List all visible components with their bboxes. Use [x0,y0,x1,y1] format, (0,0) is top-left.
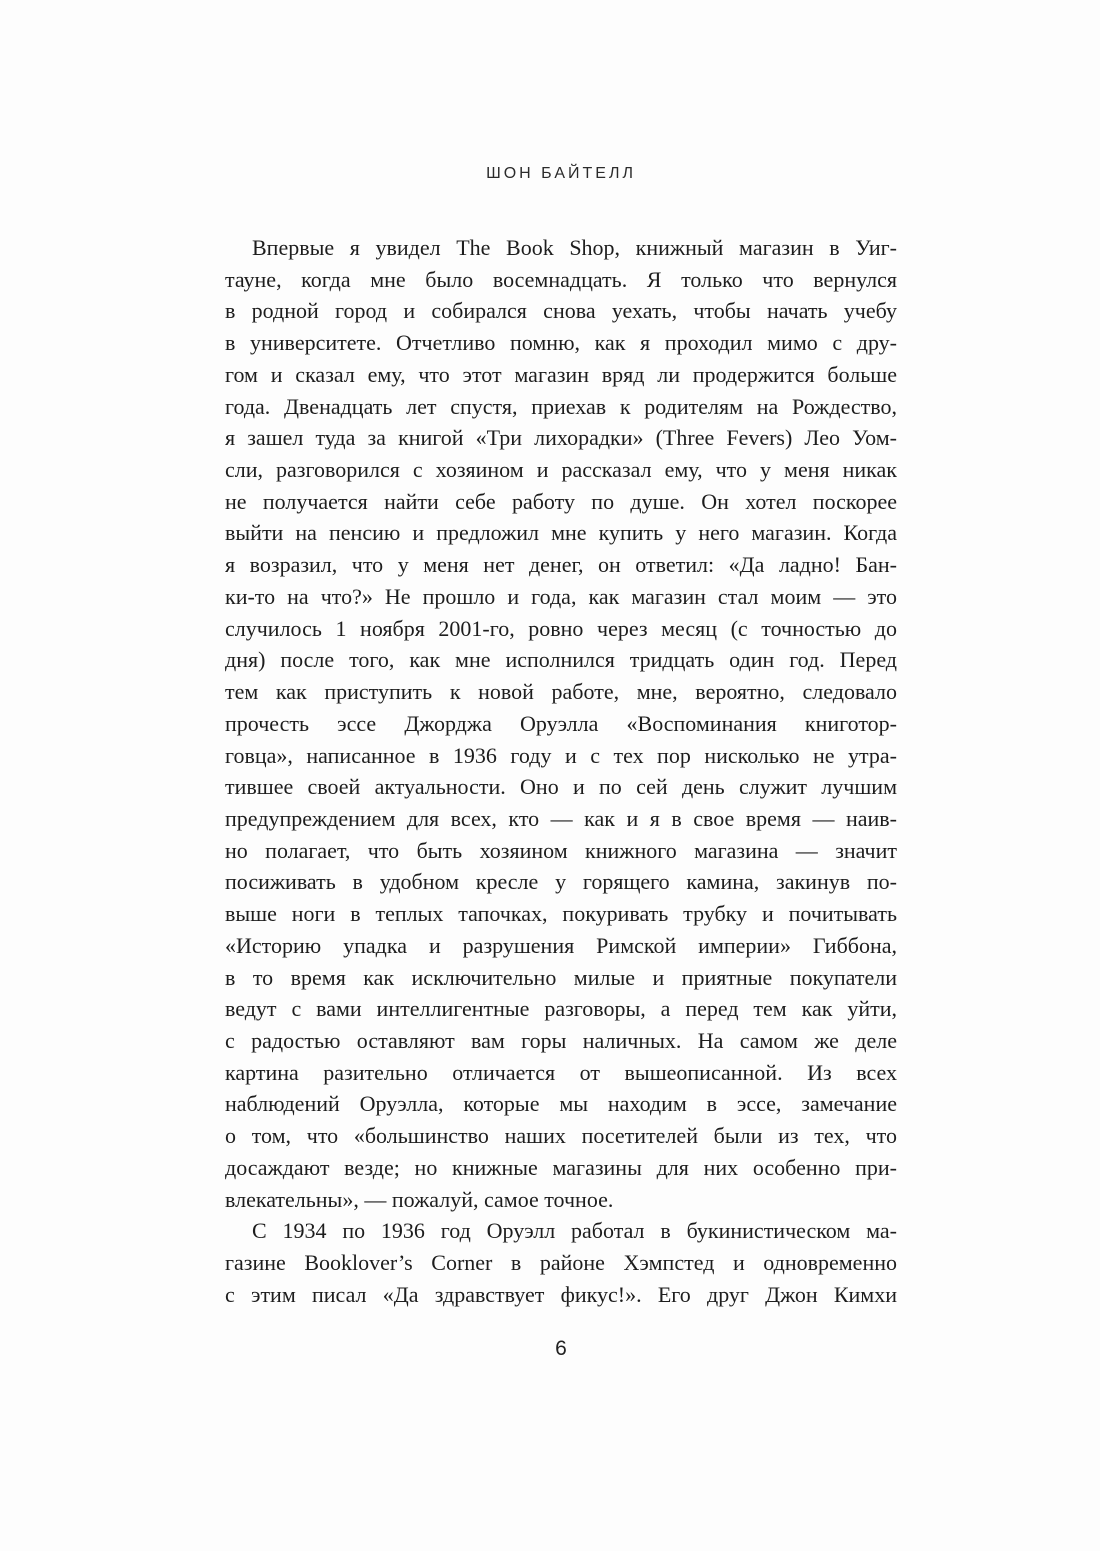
text-line: ки-то на что?» Не прошло и года, как магазин стал моим — это [225,583,897,609]
text-line: ведут с вами интеллигентные разговоры, а перед тем как уйти, [225,996,897,1022]
text-line: Впервые я увидел The Book Shop, книжный магазин в Уиг- [252,235,897,260]
text-line: не получается найти себе работу по душе. Он хотел поскорее [225,488,897,514]
paragraph [225,1215,897,1310]
text-line: тившее своей актуальности. Оно и по сей день служит лучшим [225,774,897,800]
text-line: влекательны», — пожалуй, самое точное. [225,1186,614,1212]
text-line: посиживать в удобном кресле у горящего камина, закинув по- [225,869,897,895]
text-line: с этим писал «Да здравствует фикус!». Его друг Джон Кимхи [225,1281,897,1307]
body-text-block [225,232,897,1310]
text-line: года. Двенадцать лет спустя, приехав к родителям на Рождество, [225,393,897,419]
text-line: газине Booklover’s Corner в районе Хэмпстед и одновременно [225,1250,897,1275]
text-line: тауне, когда мне было восемнадцать. Я только что вернулся [225,266,897,292]
text-line: выйти на пенсию и предложил мне купить у него магазин. Когда [225,520,897,546]
text-line: досаждают везде; но книжные магазины для них особенно при- [225,1154,897,1180]
text-line: в университете. Отчетливо помню, как я проходил мимо с дру- [225,330,897,356]
text-line: дня) после того, как мне исполнился тридцать один год. Перед [225,647,897,673]
text-line: выше ноги в теплых тапочках, покуривать трубку и почитывать [225,901,897,927]
text-line: случилось 1 ноября 2001-го, ровно через месяц (с точностью до [225,615,897,641]
text-line: прочесть эссе Джорджа Оруэлла «Воспоминания книготор- [225,710,897,736]
text-line: в родной город и собирался снова уехать, чтобы начать учебу [225,298,897,324]
text-line: но полагает, что быть хозяином книжного магазина — значит [225,837,897,863]
text-line: говца», написанное в 1936 году и с тех пор нисколько не утра- [225,742,897,768]
text-line: предупреждением для всех, кто — как и я в свое время — наив- [225,805,897,831]
text-line: в то время как исключительно милые и приятные покупатели [225,964,897,990]
running-header-author: ШОН БАЙТЕЛЛ [486,165,636,182]
paragraph [225,232,897,1215]
text-line: я возразил, что у меня нет денег, он ответил: «Да ладно! Бан- [225,552,897,578]
text-line: я зашел туда за книгой «Три лихорадки» (Three Fevers) Лео Уом- [225,425,897,451]
page-number: 6 [555,1337,567,1360]
text-line: наблюдений Оруэлла, которые мы находим в эссе, замечание [225,1091,897,1117]
text-line: С 1934 по 1936 год Оруэлл работал в букинистическом ма- [252,1218,897,1244]
text-line: картина разительно отличается от вышеописанной. Из всех [225,1059,897,1085]
text-line: о том, что «большинство наших посетителей были из тех, что [225,1123,897,1149]
text-line: сли, разговорился с хозяином и рассказал ему, что у меня никак [225,457,897,483]
text-line: с радостью оставляют вам горы наличных. На самом же деле [225,1027,897,1053]
text-line: «Историю упадка и разрушения Римской империи» Гиббона, [225,932,897,958]
text-line: тем как приступить к новой работе, мне, вероятно, следовало [225,679,897,705]
text-line: гом и сказал ему, что этот магазин вряд ли продержится больше [225,361,897,387]
